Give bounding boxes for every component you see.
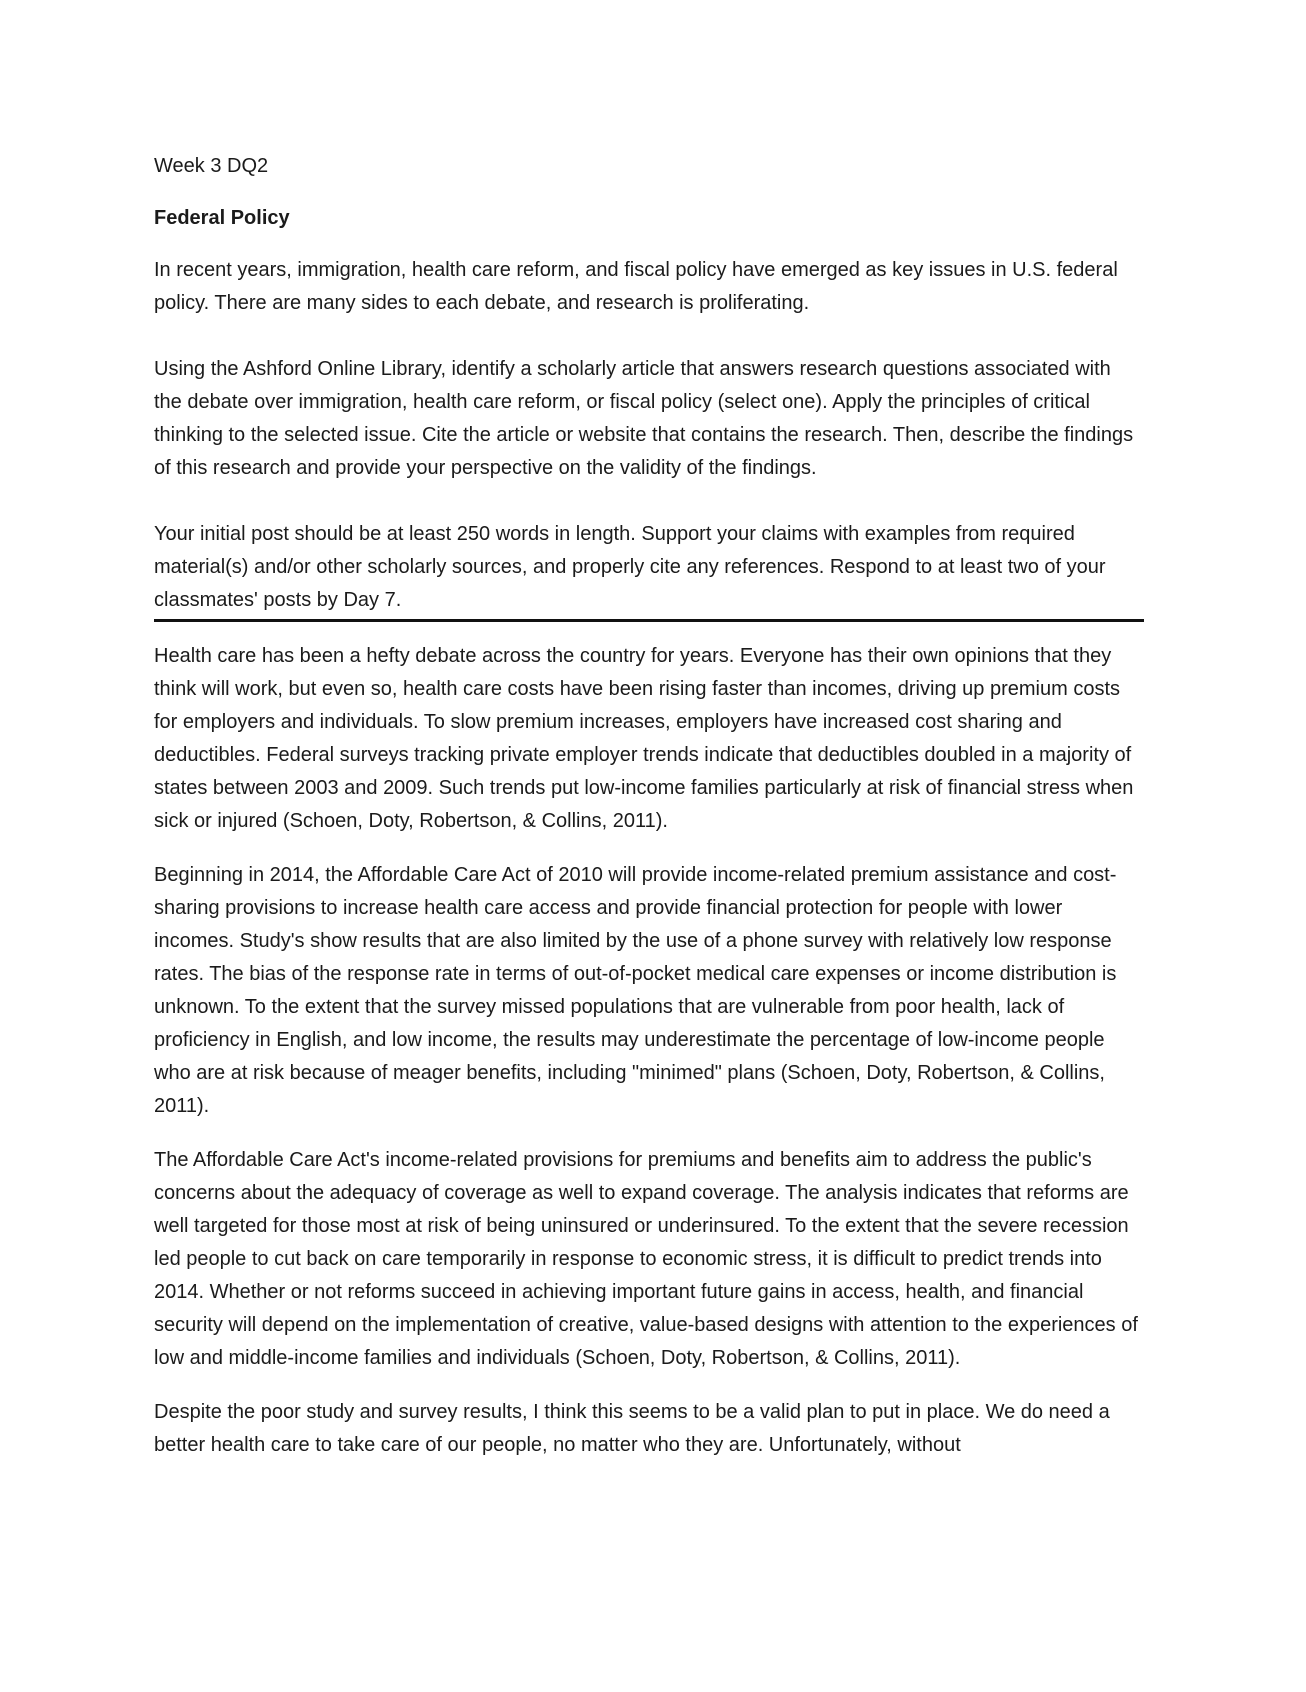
response-paragraph: Despite the poor study and survey results, I think this seems to be a valid plan to put in place. We do need a better health care to take care of our people, no matter who they are. Unfortunately, without	[154, 1401, 1110, 1456]
assignment-prompt	[154, 254, 1144, 619]
student-response	[154, 640, 1144, 1462]
prompt-paragraph: Your initial post should be at least 250 words in length. Support your claims with examples from required material(s) and/or other scholarly sources, and properly cite any references. Respond to at least two of your classmates' posts by Day 7.	[154, 523, 1106, 611]
response-paragraph: Beginning in 2014, the Affordable Care Act of 2010 will provide income-related premium assistance and cost-sharing provisions to increase health care access and provide financial protection for people with lower incomes. Study's show results that are also limited by the use of a phone survey with relatively low response rates. The bias of the response rate in terms of out-of-pocket medical care expenses or income distribution is unknown. To the extent that the survey missed populations that are vulnerable from poor health, lack of proficiency in English, and low income, the results may underestimate the percentage of low-income people who are at risk because of meager benefits, including "minimed" plans (Schoen, Doty, Robertson, & Collins, 2011).	[154, 864, 1117, 1117]
response-paragraph: The Affordable Care Act's income-related provisions for premiums and benefits aim to address the public's concerns about the adequacy of coverage as well to expand coverage. The analysis indicates that reforms are well targeted for those most at risk of being uninsured or underinsured. To the extent that the severe recession led people to cut back on care temporarily in response to economic stress, it is difficult to predict trends into 2014. Whether or not reforms succeed in achieving important future gains in access, health, and financial security will depend on the implementation of creative, value-based designs with attention to the experiences of low and middle-income families and individuals (Schoen, Doty, Robertson, & Collins, 2011).	[154, 1149, 1138, 1369]
prompt-paragraph: Using the Ashford Online Library, identify a scholarly article that answers research questions associated with the debate over immigration, health care reform, or fiscal policy (select one). Apply the principles of critical thinking to the selected issue. Cite the article or website that contains the research. Then, describe the findings of this research and provide your perspective on the validity of the findings.	[154, 358, 1134, 479]
prompt-paragraph: In recent years, immigration, health care reform, and fiscal policy have emerged as key issues in U.S. federal policy. There are many sides to each debate, and research is proliferating.	[154, 259, 1118, 314]
document-header: Week 3 DQ2	[154, 155, 269, 177]
document-title: Federal Policy	[154, 207, 290, 229]
response-paragraph: Health care has been a hefty debate across the country for years. Everyone has their own opinions that they think will work, but even so, health care costs have been rising faster than incomes, driving up premium costs for employers and individuals. To slow premium increases, employers have increased cost sharing and deductibles. Federal surveys tracking private employer trends indicate that deductibles doubled in a majority of states between 2003 and 2009. Such trends put low-income families particularly at risk of financial stress when sick or injured (Schoen, Doty, Robertson, & Collins, 2011).	[154, 645, 1134, 832]
section-divider	[154, 619, 1144, 622]
document-page	[154, 150, 1144, 1483]
